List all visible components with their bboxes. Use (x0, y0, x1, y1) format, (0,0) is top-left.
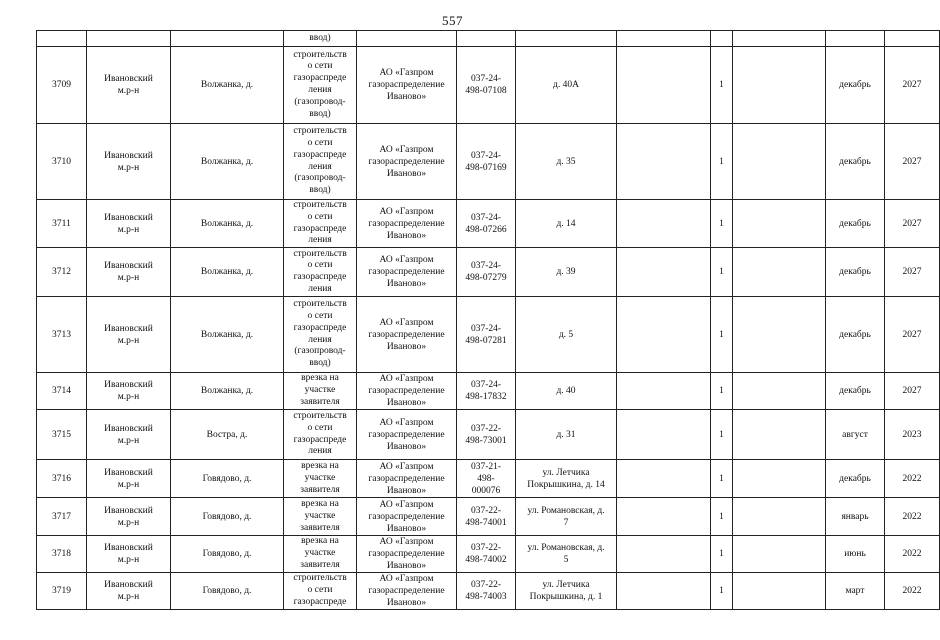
cell-work-type: строительств о сети газораспреде ления (284, 200, 357, 248)
cell-year: 2022 (885, 498, 940, 536)
cell-empty (617, 31, 711, 47)
cell-organization: АО «Газпром газораспределение Иваново» (357, 297, 457, 373)
cell-year: 2027 (885, 47, 940, 124)
cell-locality: Волжанка, д. (171, 297, 284, 373)
table-row (37, 373, 940, 410)
cell-empty (733, 536, 826, 573)
cell-district: Ивановский м.р-н (87, 200, 171, 248)
cell-district: Ивановский м.р-н (87, 498, 171, 536)
cell-address: д. 40 (516, 373, 617, 410)
cell-organization: АО «Газпром газораспределение Иваново» (357, 498, 457, 536)
cell-empty (617, 573, 711, 610)
cell-empty (885, 31, 940, 47)
cell-month: декабрь (826, 124, 885, 200)
cell-cadastral-number: 037-21- 498- 000076 (457, 460, 516, 498)
cell-organization: АО «Газпром газораспределение Иваново» (357, 536, 457, 573)
continuation-row (37, 31, 940, 47)
cell-locality: Востра, д. (171, 410, 284, 460)
cell-count: 1 (711, 124, 733, 200)
cell-empty (733, 573, 826, 610)
cell-work-type: строительств о сети газораспреде ления (284, 248, 357, 297)
cell-address: ул. Летчика Покрышкина, д. 14 (516, 460, 617, 498)
cell-year: 2027 (885, 297, 940, 373)
cell-work-type: ввод) (284, 31, 357, 47)
cell-empty (87, 31, 171, 47)
cell-locality: Волжанка, д. (171, 248, 284, 297)
cell-year: 2023 (885, 410, 940, 460)
cell-organization: АО «Газпром газораспределение Иваново» (357, 200, 457, 248)
cell-month: июнь (826, 536, 885, 573)
cell-address: д. 39 (516, 248, 617, 297)
cell-organization: АО «Газпром газораспределение Иваново» (357, 248, 457, 297)
cell-district: Ивановский м.р-н (87, 373, 171, 410)
cell-address: д. 40А (516, 47, 617, 124)
cell-month: декабрь (826, 200, 885, 248)
cell-address: д. 14 (516, 200, 617, 248)
cell-month: декабрь (826, 297, 885, 373)
cell-number: 3710 (37, 124, 87, 200)
cell-cadastral-number: 037-24- 498-07281 (457, 297, 516, 373)
cell-count: 1 (711, 573, 733, 610)
cell-work-type: строительств о сети газораспреде ления (284, 410, 357, 460)
cell-number: 3719 (37, 573, 87, 610)
cell-empty (733, 373, 826, 410)
cell-locality: Говядово, д. (171, 460, 284, 498)
cell-number: 3718 (37, 536, 87, 573)
cell-address: ул. Романовская, д. 7 (516, 498, 617, 536)
table-row (37, 47, 940, 124)
cell-empty (733, 248, 826, 297)
cell-month: декабрь (826, 460, 885, 498)
cell-work-type: строительств о сети газораспреде ления (газопровод- ввод) (284, 124, 357, 200)
cell-organization: АО «Газпром газораспределение Иваново» (357, 373, 457, 410)
cell-count: 1 (711, 248, 733, 297)
table-row (37, 498, 940, 536)
cell-organization: АО «Газпром газораспределение Иваново» (357, 573, 457, 610)
cell-empty (617, 460, 711, 498)
cell-cadastral-number: 037-24- 498-07266 (457, 200, 516, 248)
cell-empty (733, 297, 826, 373)
cell-year: 2027 (885, 124, 940, 200)
cell-empty (37, 31, 87, 47)
cell-organization: АО «Газпром газораспределение Иваново» (357, 124, 457, 200)
page-number: 557 (442, 13, 463, 28)
cell-cadastral-number: 037-24- 498-07108 (457, 47, 516, 124)
cell-work-type: врезка на участке заявителя (284, 498, 357, 536)
cell-work-type: строительств о сети газораспреде (284, 573, 357, 610)
cell-work-type: врезка на участке заявителя (284, 373, 357, 410)
table-row (37, 124, 940, 200)
cell-empty (516, 31, 617, 47)
cell-address: д. 35 (516, 124, 617, 200)
table-row (37, 410, 940, 460)
cell-year: 2027 (885, 373, 940, 410)
cell-locality: Волжанка, д. (171, 47, 284, 124)
cell-count: 1 (711, 47, 733, 124)
cell-empty (733, 460, 826, 498)
cell-month: декабрь (826, 248, 885, 297)
cell-work-type: строительств о сети газораспреде ления (газопровод- ввод) (284, 297, 357, 373)
cell-district: Ивановский м.р-н (87, 47, 171, 124)
cell-empty (733, 124, 826, 200)
cell-locality: Говядово, д. (171, 498, 284, 536)
cell-empty (617, 536, 711, 573)
cell-cadastral-number: 037-24- 498-07169 (457, 124, 516, 200)
cell-organization: АО «Газпром газораспределение Иваново» (357, 410, 457, 460)
cell-number: 3712 (37, 248, 87, 297)
cell-district: Ивановский м.р-н (87, 536, 171, 573)
table-row (37, 536, 940, 573)
cell-work-type: врезка на участке заявителя (284, 460, 357, 498)
cell-organization: АО «Газпром газораспределение Иваново» (357, 47, 457, 124)
cell-empty (357, 31, 457, 47)
cell-empty (617, 200, 711, 248)
cell-cadastral-number: 037-22- 498-74001 (457, 498, 516, 536)
cell-count: 1 (711, 498, 733, 536)
cell-year: 2022 (885, 536, 940, 573)
cell-empty (733, 200, 826, 248)
cell-month: январь (826, 498, 885, 536)
cell-empty (617, 248, 711, 297)
cell-empty (617, 124, 711, 200)
cell-district: Ивановский м.р-н (87, 248, 171, 297)
cell-count: 1 (711, 536, 733, 573)
cell-month: март (826, 573, 885, 610)
cell-empty (826, 31, 885, 47)
cell-empty (617, 410, 711, 460)
cell-district: Ивановский м.р-н (87, 460, 171, 498)
cell-empty (171, 31, 284, 47)
cell-empty (457, 31, 516, 47)
cell-empty (733, 498, 826, 536)
registry-table (36, 30, 940, 610)
cell-number: 3716 (37, 460, 87, 498)
cell-locality: Говядово, д. (171, 573, 284, 610)
cell-district: Ивановский м.р-н (87, 573, 171, 610)
cell-empty (617, 498, 711, 536)
cell-district: Ивановский м.р-н (87, 297, 171, 373)
cell-number: 3711 (37, 200, 87, 248)
cell-count: 1 (711, 460, 733, 498)
cell-count: 1 (711, 373, 733, 410)
cell-month: август (826, 410, 885, 460)
cell-year: 2022 (885, 460, 940, 498)
cell-year: 2027 (885, 200, 940, 248)
cell-cadastral-number: 037-24- 498-17832 (457, 373, 516, 410)
cell-number: 3709 (37, 47, 87, 124)
cell-year: 2022 (885, 573, 940, 610)
cell-empty (733, 47, 826, 124)
cell-cadastral-number: 037-22- 498-73001 (457, 410, 516, 460)
cell-number: 3715 (37, 410, 87, 460)
table-row (37, 297, 940, 373)
cell-work-type: строительств о сети газораспреде ления (газопровод- ввод) (284, 47, 357, 124)
table-row (37, 573, 940, 610)
table-body (37, 31, 940, 610)
table-row (37, 200, 940, 248)
cell-address: д. 5 (516, 297, 617, 373)
cell-number: 3717 (37, 498, 87, 536)
table-row (37, 248, 940, 297)
cell-empty (711, 31, 733, 47)
cell-empty (617, 47, 711, 124)
cell-district: Ивановский м.р-н (87, 124, 171, 200)
cell-empty (617, 297, 711, 373)
cell-year: 2027 (885, 248, 940, 297)
cell-cadastral-number: 037-24- 498-07279 (457, 248, 516, 297)
cell-count: 1 (711, 297, 733, 373)
cell-locality: Волжанка, д. (171, 373, 284, 410)
cell-empty (617, 373, 711, 410)
cell-address: ул. Летчика Покрышкина, д. 1 (516, 573, 617, 610)
cell-district: Ивановский м.р-н (87, 410, 171, 460)
cell-month: декабрь (826, 47, 885, 124)
cell-count: 1 (711, 200, 733, 248)
cell-month: декабрь (826, 373, 885, 410)
cell-count: 1 (711, 410, 733, 460)
cell-empty (733, 31, 826, 47)
cell-cadastral-number: 037-22- 498-74002 (457, 536, 516, 573)
cell-address: д. 31 (516, 410, 617, 460)
cell-work-type: врезка на участке заявителя (284, 536, 357, 573)
cell-cadastral-number: 037-22- 498-74003 (457, 573, 516, 610)
cell-locality: Волжанка, д. (171, 200, 284, 248)
cell-number: 3714 (37, 373, 87, 410)
cell-organization: АО «Газпром газораспределение Иваново» (357, 460, 457, 498)
cell-address: ул. Романовская, д. 5 (516, 536, 617, 573)
cell-locality: Говядово, д. (171, 536, 284, 573)
cell-locality: Волжанка, д. (171, 124, 284, 200)
cell-empty (733, 410, 826, 460)
table-row (37, 460, 940, 498)
cell-number: 3713 (37, 297, 87, 373)
